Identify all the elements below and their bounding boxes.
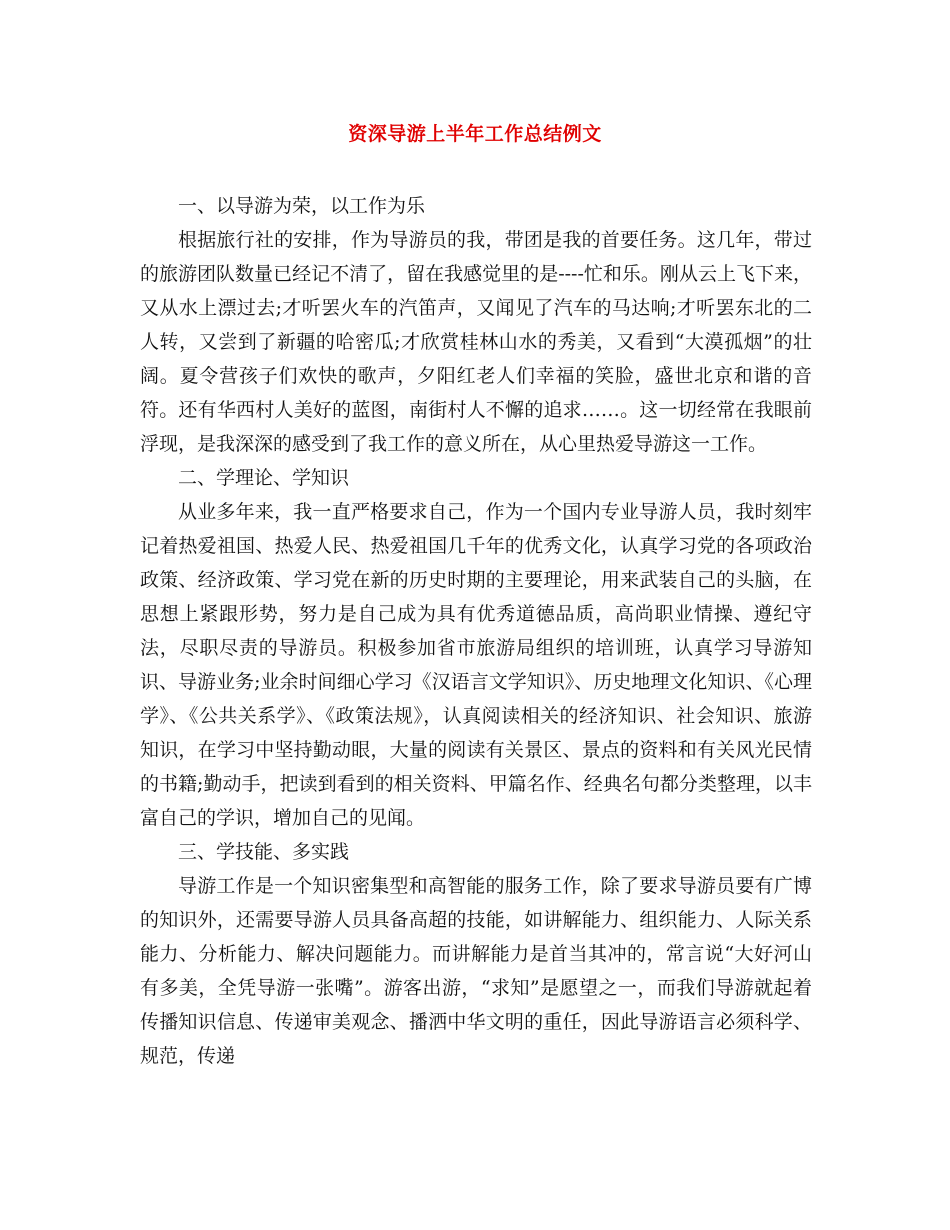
document-title: 资深导游上半年工作总结例文 (348, 123, 602, 145)
document-body (140, 189, 812, 1073)
section-paragraph-3: 导游工作是一个知识密集型和高智能的服务工作，除了要求导游员要有广博的知识外，还需要导游人员具备高超的技能，如讲解能力、组织能力、人际关系能力、分析能力、解决问题能力。而讲解能力是首当其冲的，常言说“大好河山有多美，全凭导游一张嘴”。游客出游，“求知”是愿望之一，而我们导游就起着传播知识信息、传递审美观念、播洒中华文明的重任，因此导游语言必须科学、规范，传递 (140, 875, 812, 1067)
section-paragraph-2: 从业多年来，我一直严格要求自己，作为一个国内专业导游人员，我时刻牢记着热爱祖国、热爱人民、热爱祖国几千年的优秀文化，认真学习党的各项政治政策、经济政策、学习党在新的历史时期的主要理论，用来武装自己的头脑，在思想上紧跟形势，努力是自己成为具有优秀道德品质，高尚职业情操、遵纪守法，尽职尽责的导游员。积极参加省市旅游局组织的培训班，认真学习导游知识、导游业务;业余时间细心学习《汉语言文学知识》、历史地理文化知识、《心理学》、《公共关系学》、《政策法规》，认真阅读相关的经济知识、社会知识、旅游知识，在学习中坚持勤动眼，大量的阅读有关景区、景点的资料和有关风光民情的书籍;勤动手，把读到看到的相关资料、甲篇名作、经典名句都分类整理，以丰富自己的学识，增加自己的见闻。 (140, 501, 812, 829)
section-heading-2: 二、学理论、学知识 (178, 467, 350, 489)
section-paragraph-1: 根据旅行社的安排，作为导游员的我，带团是我的首要任务。这几年，带过的旅游团队数量已经记不清了，留在我感觉里的是----忙和乐。刚从云上飞下来，又从水上漂过去;才听罢火车的汽笛声，又闻见了汽车的马达响;才听罢东北的二人转，又尝到了新疆的哈密瓜;才欣赏桂林山水的秀美，又看到“大漠孤烟”的壮阔。夏令营孩子们欢快的歌声，夕阳红老人们幸福的笑脸，盛世北京和谐的音符。还有华西村人美好的蓝图，南街村人不懈的追求……。这一切经常在我眼前浮现，是我深深的感受到了我工作的意义所在，从心里热爱导游这一工作。 (140, 229, 812, 455)
section-heading-3: 三、学技能、多实践 (178, 841, 350, 863)
section-heading-1: 一、以导游为荣，以工作为乐 (178, 195, 426, 217)
